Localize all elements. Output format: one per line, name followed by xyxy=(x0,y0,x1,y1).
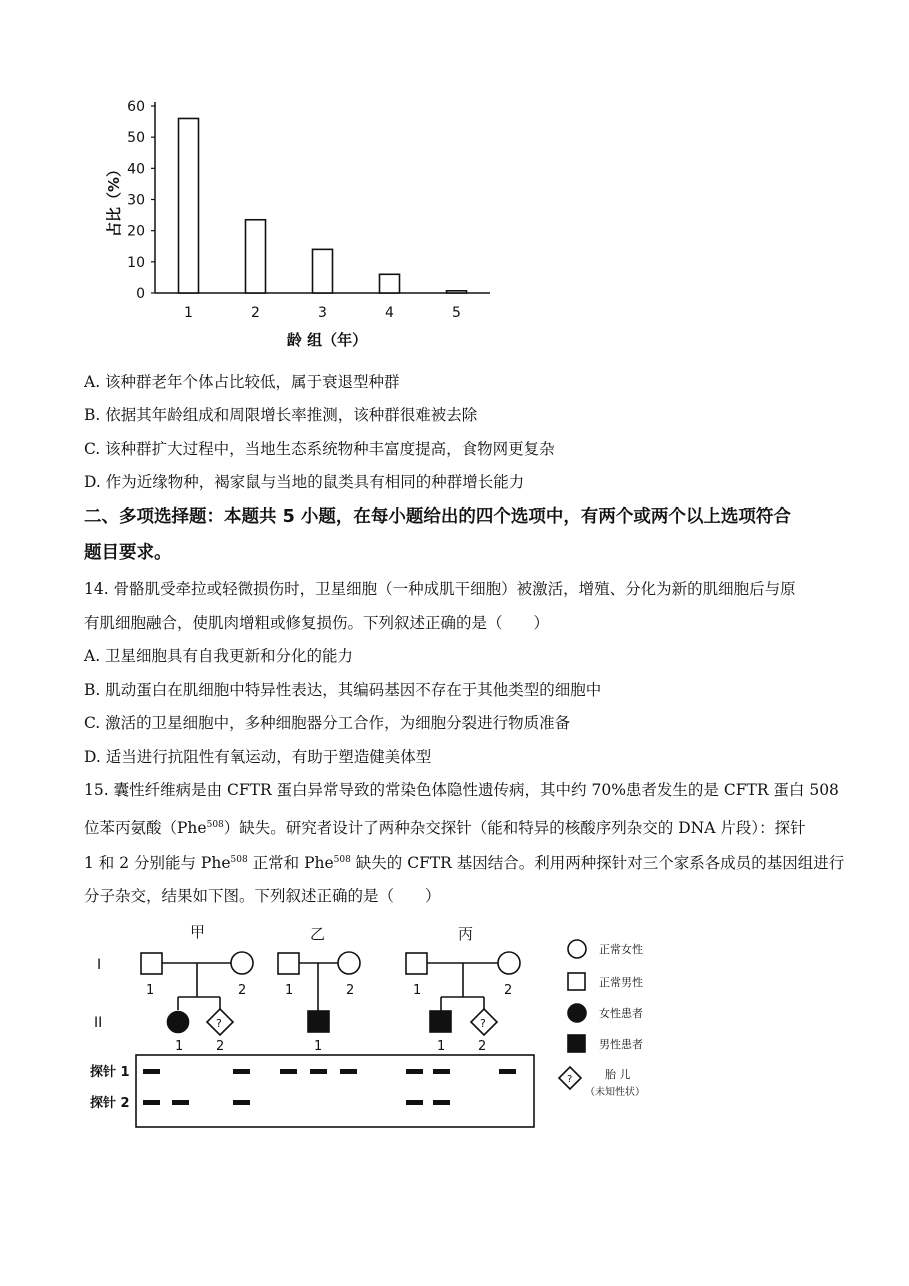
q15-l3-part3: 缺失的 CFTR 基因结合。利用两种探针对三个家系各成员的基因组进行 xyxy=(350,854,845,873)
probe2-label: 探针 2 xyxy=(90,1096,130,1111)
q15-l2-part2: ）缺失。研究者设计了两种杂交探针（能和特异的核酸序列杂交的 DNA 片段）：探针 xyxy=(223,819,806,838)
yi-i1-normal-male xyxy=(278,953,299,974)
q15-l3-part1: 1 和 2 分别能与 Phe xyxy=(84,854,231,873)
id-label: 1 xyxy=(413,983,422,998)
bar xyxy=(246,220,266,293)
y-tick-label: 60 xyxy=(127,99,145,115)
bar xyxy=(313,249,333,293)
fetus-question-mark: ? xyxy=(480,1017,486,1030)
q14-stem-line2: 有肌细胞融合，使肌肉增粗或修复损伤。下列叙述正确的是（ ） xyxy=(84,614,550,632)
probe-result-box xyxy=(136,1055,534,1127)
x-tick-label: 1 xyxy=(184,305,193,321)
band-probe1 xyxy=(280,1069,297,1074)
x-tick-label: 3 xyxy=(318,305,327,321)
legend-normal-female-label: 正常女性 xyxy=(599,943,643,956)
id-label: 2 xyxy=(504,983,513,998)
phe-superscript: 508 xyxy=(333,855,351,865)
q13-option-b: B. 依据其年龄组成和周限增长率推测，该种群很难被去除 xyxy=(84,406,478,424)
legend-affected-male-label: 男性患者 xyxy=(599,1038,643,1051)
q14-option-a: A. 卫星细胞具有自我更新和分化的能力 xyxy=(84,647,354,665)
y-axis-label: 占比（%） xyxy=(105,161,123,238)
id-label: 1 xyxy=(146,983,155,998)
band-probe1 xyxy=(233,1069,250,1074)
legend-normal-female-icon xyxy=(568,940,586,958)
phe-superscript: 508 xyxy=(230,855,248,865)
y-tick-label: 10 xyxy=(127,254,145,271)
band-probe1 xyxy=(433,1069,450,1074)
x-tick-label: 4 xyxy=(385,305,394,321)
bing-ii1-affected-male xyxy=(430,1011,451,1032)
band-probe1 xyxy=(340,1069,357,1074)
y-tick-label: 50 xyxy=(127,130,145,147)
id-label: 1 xyxy=(175,1039,184,1054)
pedigree-svg xyxy=(80,915,670,1140)
q15-stem-line3 xyxy=(84,850,845,873)
bar xyxy=(447,291,467,293)
q14-option-d: D. 适当进行抗阻性有氧运动，有助于塑造健美体型 xyxy=(84,748,432,766)
section-heading-line2: 题目要求。 xyxy=(84,543,172,563)
probe1-label: 探针 1 xyxy=(90,1065,130,1080)
q14-option-c: C. 激活的卫星细胞中，多种细胞器分工合作，为细胞分裂进行物质准备 xyxy=(84,714,571,732)
band-probe1 xyxy=(406,1069,423,1074)
id-label: 2 xyxy=(238,983,247,998)
jia-ii1-affected-female xyxy=(168,1012,189,1033)
family-label-bing: 丙 xyxy=(458,925,474,943)
jia-i2-normal-female xyxy=(231,952,253,974)
family-label-jia: 甲 xyxy=(190,923,206,941)
fetus-question-mark: ? xyxy=(216,1017,222,1030)
id-label: 2 xyxy=(478,1039,487,1054)
pedigree-figure xyxy=(80,915,670,1140)
y-tick-label: 20 xyxy=(127,223,145,240)
y-tick-label: 30 xyxy=(127,192,145,209)
q15-stem-line4: 分子杂交，结果如下图。下列叙述正确的是（ ） xyxy=(84,887,441,905)
id-label: 1 xyxy=(285,983,294,998)
legend-normal-male-label: 正常男性 xyxy=(599,976,643,989)
q13-option-d: D. 作为近缘物种，褐家鼠与当地的鼠类具有相同的种群增长能力 xyxy=(84,473,525,491)
legend-fetus-note: （未知性状） xyxy=(585,1087,645,1098)
band-probe2 xyxy=(406,1100,423,1105)
legend-affected-female-label: 女性患者 xyxy=(599,1007,643,1020)
id-label: 1 xyxy=(437,1039,446,1054)
q15-stem-line1: 15. 囊性纤维病是由 CFTR 蛋白异常导致的常染色体隐性遗传病，其中约 70%患者发生的是 CFTR 蛋白 508 xyxy=(84,781,839,799)
jia-i1-normal-male xyxy=(141,953,162,974)
legend-fetus-label: 胎 儿 xyxy=(605,1068,631,1081)
band-probe2 xyxy=(433,1100,450,1105)
band-probe1 xyxy=(310,1069,327,1074)
id-label: 2 xyxy=(216,1039,225,1054)
bing-i2-normal-female xyxy=(498,952,520,974)
q14-stem-line1: 14. 骨骼肌受牵拉或轻微损伤时，卫星细胞（一种成肌干细胞）被激活，增殖、分化为新的肌细胞后与原 xyxy=(84,580,796,598)
q15-l3-part2: 正常和 Phe xyxy=(247,854,334,873)
bar-chart-svg xyxy=(95,88,515,358)
band-probe2 xyxy=(233,1100,250,1105)
bar xyxy=(179,118,199,293)
generation-label-i: I xyxy=(97,957,102,973)
q15-stem-line2 xyxy=(84,815,829,838)
band-probe1 xyxy=(143,1069,160,1074)
legend-fetus-question-mark: ? xyxy=(567,1074,573,1085)
q15-l2-part1: 位苯丙氨酸（Phe xyxy=(84,819,207,838)
x-tick-label: 5 xyxy=(452,305,461,321)
x-tick-label: 2 xyxy=(251,305,260,321)
bar xyxy=(380,274,400,293)
legend-affected-female-icon xyxy=(568,1004,586,1022)
age-distribution-chart xyxy=(95,88,515,358)
phe-superscript: 508 xyxy=(206,820,224,830)
legend-affected-male-icon xyxy=(568,1035,585,1052)
x-axis-label: 龄 组（年） xyxy=(286,331,368,349)
q13-option-a: A. 该种群老年个体占比较低，属于衰退型种群 xyxy=(84,373,400,391)
q13-option-c: C. 该种群扩大过程中，当地生态系统物种丰富度提高，食物网更复杂 xyxy=(84,440,555,458)
generation-label-ii: II xyxy=(94,1015,103,1031)
id-label: 2 xyxy=(346,983,355,998)
band-probe2 xyxy=(143,1100,160,1105)
legend-normal-male-icon xyxy=(568,973,585,990)
yi-ii1-affected-male xyxy=(308,1011,329,1032)
y-tick-label: 40 xyxy=(127,161,145,178)
y-tick-label: 0 xyxy=(136,286,145,302)
q14-option-b: B. 肌动蛋白在肌细胞中特异性表达，其编码基因不存在于其他类型的细胞中 xyxy=(84,681,602,699)
band-probe2 xyxy=(172,1100,189,1105)
yi-i2-normal-female xyxy=(338,952,360,974)
id-label: 1 xyxy=(314,1039,323,1054)
family-label-yi: 乙 xyxy=(310,925,326,943)
section-heading-line1: 二、多项选择题：本题共 5 小题，在每小题给出的四个选项中，有两个或两个以上选项符合 xyxy=(84,507,791,527)
bing-i1-normal-male xyxy=(406,953,427,974)
band-probe1 xyxy=(499,1069,516,1074)
